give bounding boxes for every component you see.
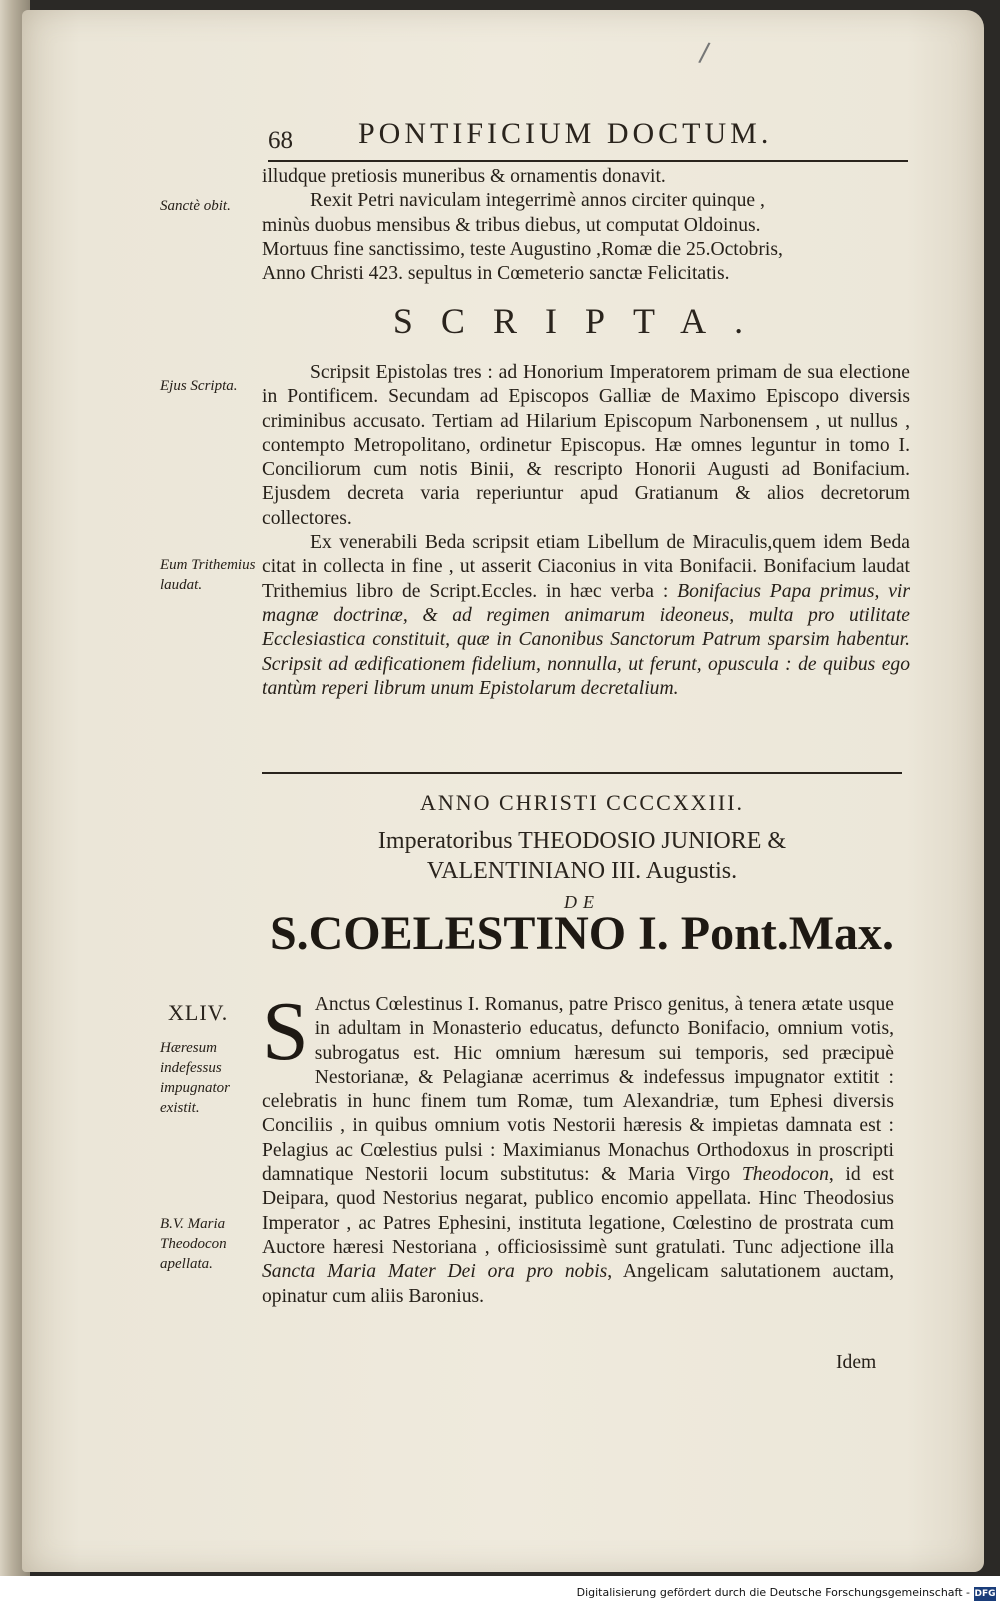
body-text-2: , id est Deipara, quod Nestorius negarat, publico encomio appellata. Hinc Theodosius Imperator , ac Patres Ephesini, instituta legatione, Cœlestino de prostrata cum Auctore hæresi Nestoriana , officiosissimè sunt gratulati. Tunc adjectione illa — [262, 1164, 895, 1258]
drop-cap: S — [262, 985, 309, 1078]
catch-word: Idem — [836, 1352, 877, 1373]
footer-credit: Digitalisierung gefördert durch die Deutsche Forschungsgemeinschaft - — [576, 1586, 970, 1599]
scripta-heading: SCRIPTA. — [392, 301, 772, 341]
body-text-3: , Angelicam salutationem auctam, opinatur cum aliis Baronius. — [262, 1261, 894, 1307]
margin-note-trithemius: Eum Trithemius laudat. — [160, 557, 256, 593]
dfg-logo: DFG — [974, 1589, 996, 1599]
coelestinus-text — [262, 985, 895, 1309]
scripta-text — [262, 361, 910, 701]
body-italic-prayer: Sancta Maria Mater Dei ora pro nobis — [262, 1261, 608, 1283]
de-line: DE — [564, 892, 600, 912]
paragraph-roman-text: Ex venerabili Beda scripsit etiam Libellum de Miraculis,quem idem Beda citat in collecta in fine , ut asserit Ciaconius in vita Bonifacii. Bonifacium laudat Trithemius libro de Script.Eccles. in hæc verba : — [262, 532, 910, 602]
margin-note-maria: B.V. Maria Theodocon apellata. — [160, 1216, 227, 1272]
body-text-1: Anctus Cœlestinus I. Romanus, patre Prisco genitus, à tenera ætate usque in adultam in Monasterio educatus, defuncto Bonifacio, omnium votis, subrogatus est. Hic omnium hæresum sui temporis, sed præcipuè Nestorianæ, & Pelagianæ acerrimus & indefessus impugnator extitit : celebratis in hunc finem tum Romæ, tum Alexandriæ, tum Ephesi diversis Conciliis , in quibus omnium votis Nestorii hæresis & impietas damnata est : Pelagius ac Cœlestius pulsi : Maximianus Monachus Orthodoxus in proscripti damnatique Nestorii locum substitutus: & Maria Virgo — [262, 994, 894, 1186]
year-line: ANNO CHRISTI CCCCXXIII. — [419, 790, 745, 815]
scripta-paragraph-1: Scripsit Epistolas tres : ad Honorium Imperatorem primam de sua electione in Pontificem. Secundam ad Episcopos Galliæ de Maximo Episcopo diversis criminibus accusato. Tertiam ad Hilarium Episcopum Narbonensem , ut nullus , contempto Metropolitano, ordinetur Episcopus. Hæ omnes leguntur in tomo I. Conciliorum cum notis Binii, & rescripto Honorii Augusti ad Bonifacium. Ejusdem decreta varia reperiuntur apud Gratianum & alios decretorum collectores. — [262, 362, 910, 529]
text-line: Rexit Petri naviculam integerrimè annos circiter quinque , — [310, 190, 765, 212]
trithemius-quote: Bonifacius Papa primus, vir magnæ doctrinæ, & ad regimen animarum ideoneus, multa pro utilitate Ecclesiastica constituit, quæ in Canonibus Sanctorum Patrum sparsim habentur. Scripsit ad ædificationem fidelium, nonnulla, ut ferunt, opuscula : de quibus ego tantùm reperi librum unum Epistolarum decretalium. — [262, 580, 910, 699]
pencil-mark: / — [697, 37, 712, 69]
body-italic-theodocon: Theodocon — [741, 1164, 829, 1186]
section-title: S.COELESTINO I. Pont.Max. — [269, 907, 895, 960]
margin-note-ejus-scripta: Ejus Scripta. — [160, 378, 238, 394]
margin-note-sancte-obit: Sanctè obit. — [160, 198, 231, 214]
footer-bar — [0, 1576, 1000, 1606]
top-paragraph — [262, 165, 910, 286]
text-line: Anno Christi 423. sepultus in Cœmeterio sanctæ Felicitatis. — [262, 263, 730, 285]
page-number: 68 — [268, 127, 293, 154]
page-header — [268, 117, 878, 159]
running-head: PONTIFICIUM DOCTUM. — [358, 117, 773, 150]
text-line: minùs duobus mensibus & tribus diebus, ut computat Oldoinus. — [262, 214, 761, 236]
coelestinus-paragraph — [262, 985, 895, 1309]
header-rule — [268, 160, 908, 162]
emperors-line: Imperatoribus THEODOSIO JUNIORE & VALENTINIANO III. Augustis. — [377, 828, 787, 884]
margin-note-haeresum: Hæresum indefessus impugnator existit. — [160, 1040, 231, 1116]
section-number: XLIV. — [168, 1000, 229, 1025]
text-line: illudque pretiosis muneribus & ornamentis donavit. — [262, 166, 666, 187]
scripta-paragraph-2 — [262, 531, 910, 701]
section-divider — [262, 772, 902, 774]
text-line: Mortuus fine sanctissimo, teste Augustino ,Romæ die 25.Octobris, — [262, 238, 783, 260]
